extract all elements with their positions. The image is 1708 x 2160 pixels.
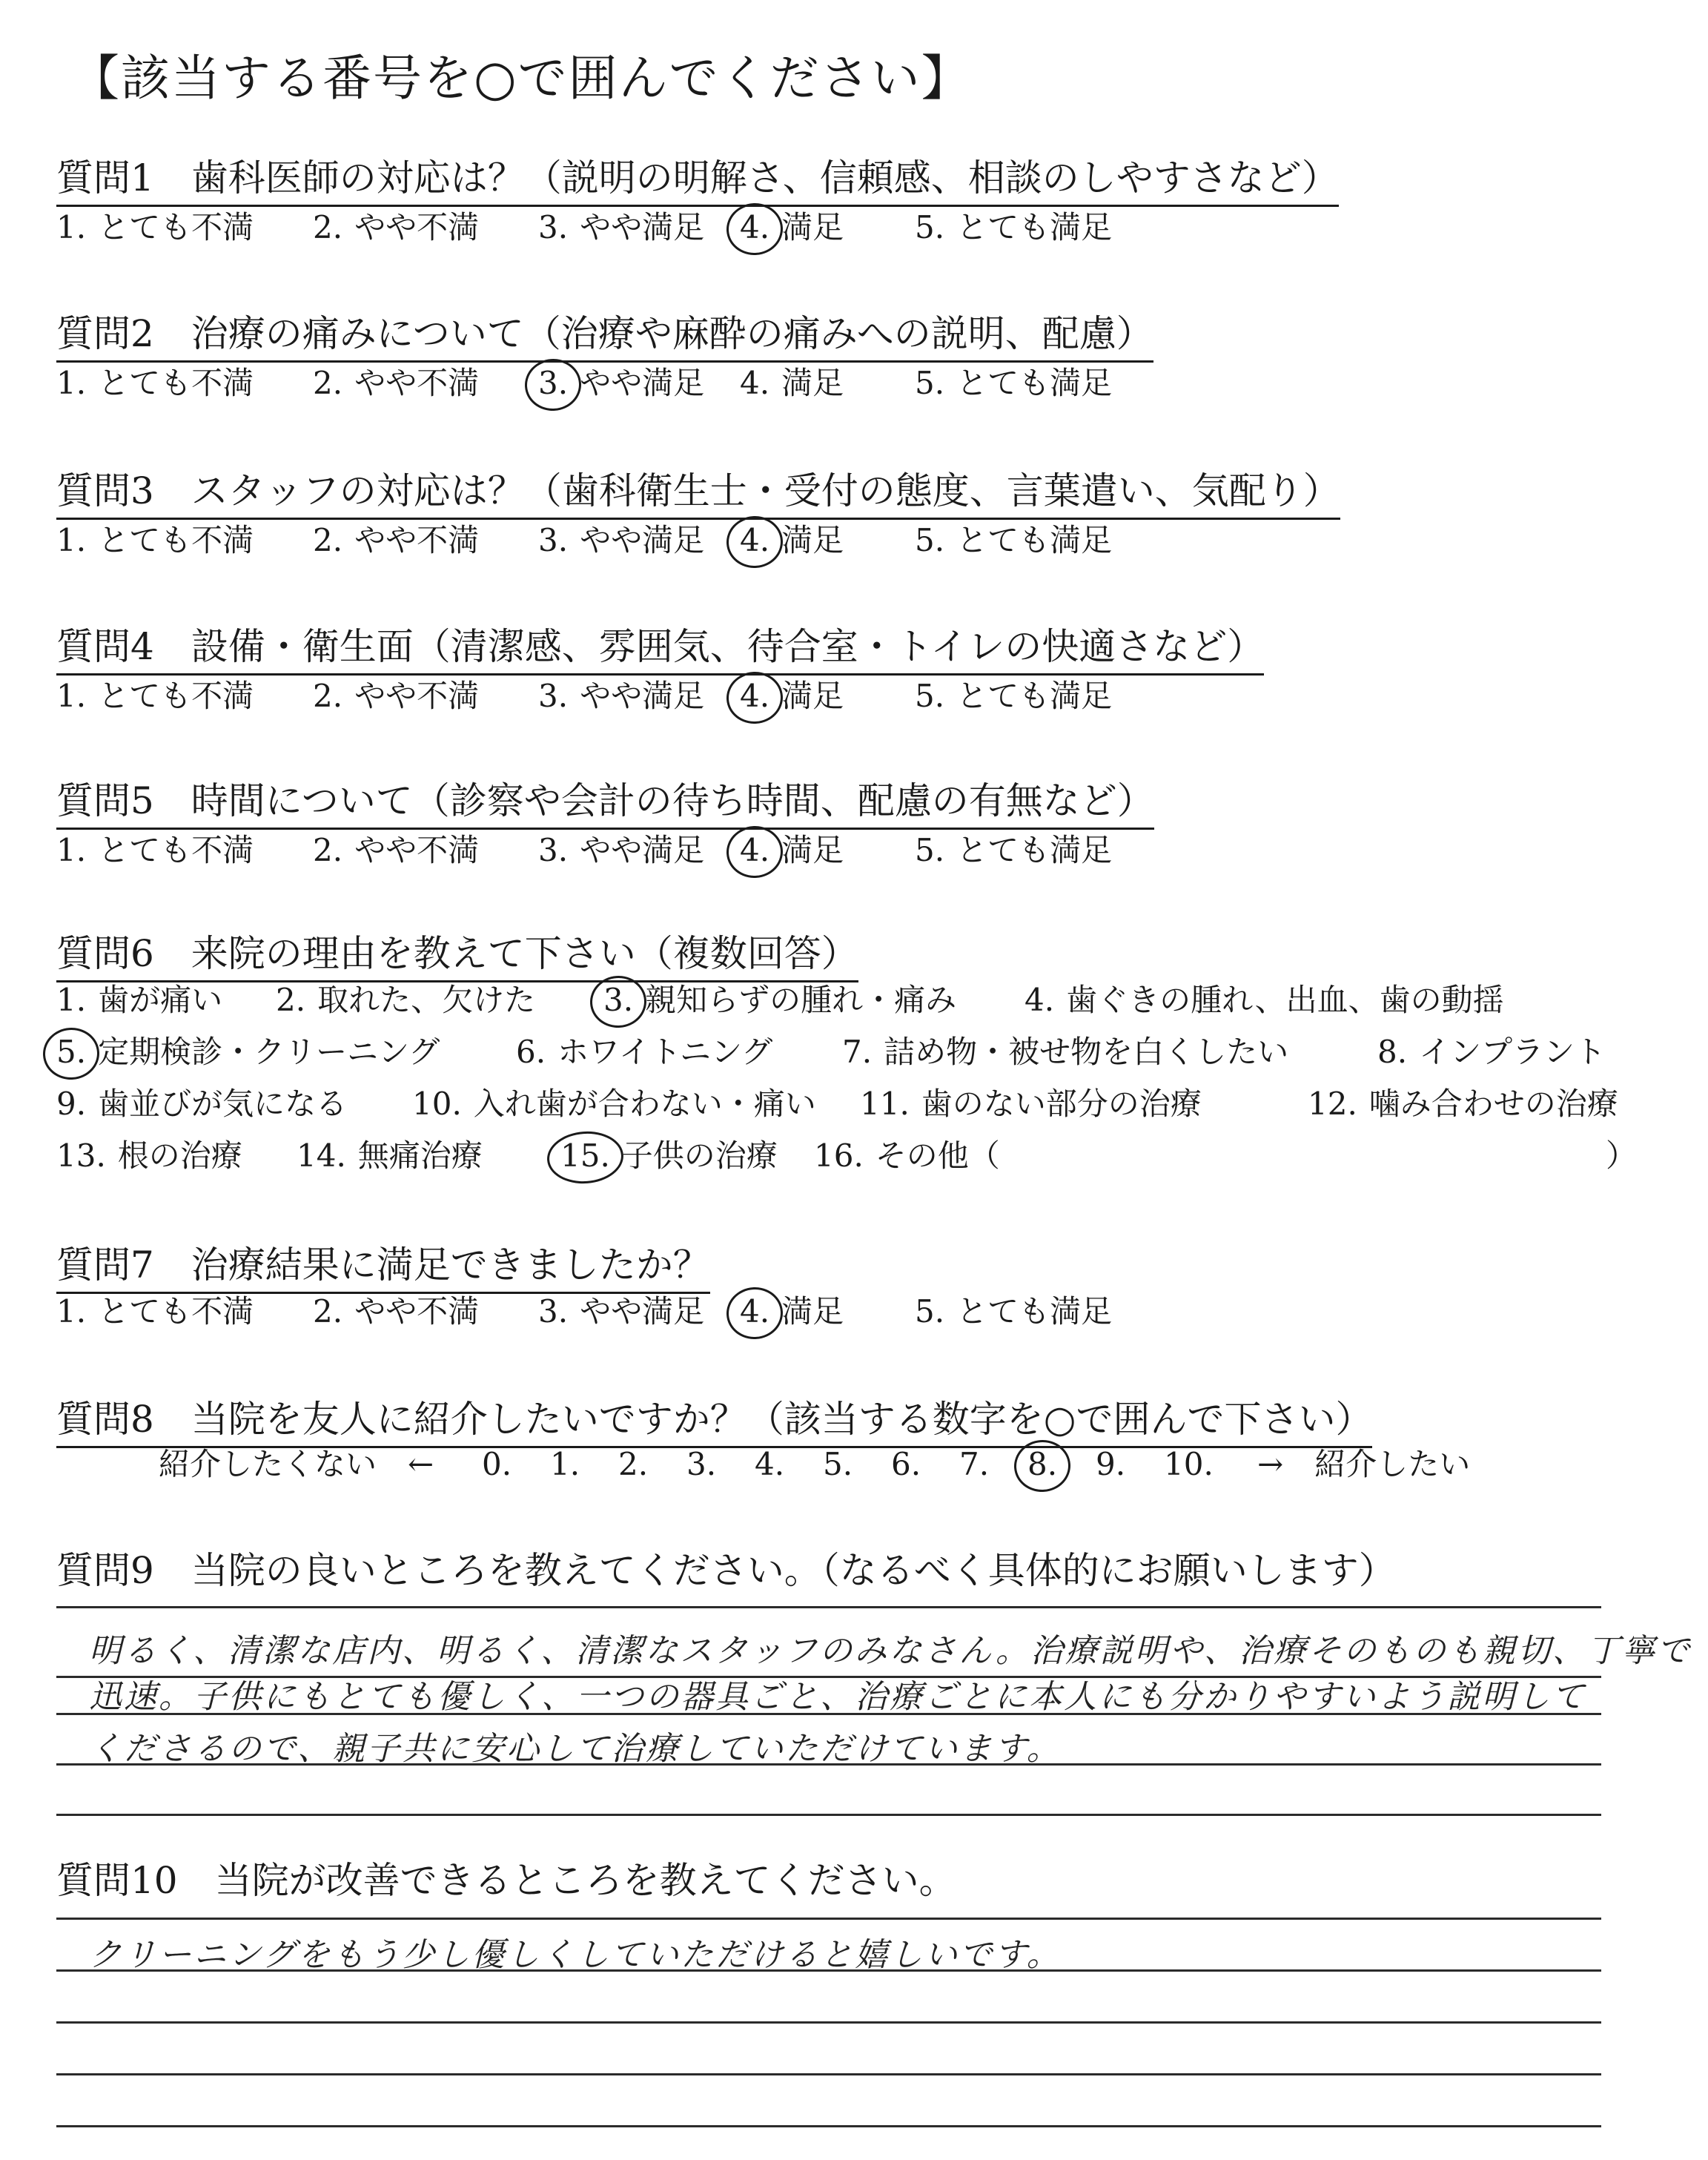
reason-option[interactable] [412, 1078, 816, 1130]
rating-option[interactable] [56, 515, 254, 567]
rating-option-label: とても満足 [956, 365, 1113, 401]
q6-other-paren-close: ） [1606, 1137, 1638, 1174]
reason-option[interactable] [860, 1078, 1202, 1130]
scale-value-number: 6. [891, 1446, 921, 1482]
q9-answer-line-3: くださるので、親子共に安心して治療していただけています。 [89, 1730, 1062, 1768]
scale-value[interactable] [1164, 1439, 1225, 1490]
rating-option-label: やや不満 [354, 1293, 480, 1330]
rating-option-number: 4. [740, 202, 769, 254]
rating-option-number: 5. [915, 1293, 945, 1330]
rating-option-number: 2. [313, 678, 343, 714]
rating-option[interactable] [915, 515, 1112, 567]
scale-value-number: 1. [550, 1446, 580, 1482]
rating-option-label: 満足 [781, 1293, 844, 1330]
reason-option-label: 歯並びが気になる [98, 1086, 348, 1122]
reason-option[interactable] [297, 1130, 483, 1182]
rating-option[interactable] [313, 515, 479, 567]
rating-option-number: 1. [56, 209, 87, 245]
rating-option-number: 2. [313, 209, 343, 245]
rating-option-label: やや不満 [354, 522, 480, 558]
rating-option-number: 5. [915, 678, 945, 714]
reason-option[interactable] [560, 1130, 778, 1182]
writing-line [56, 1763, 1601, 1766]
reason-option-number: 13. [56, 1137, 106, 1174]
rating-option[interactable] [915, 670, 1112, 722]
reason-option-label: 定期検診・クリーニング [98, 1034, 440, 1070]
reason-option-number: 11. [860, 1086, 910, 1122]
rating-option-number: 3. [538, 522, 569, 558]
rating-option-label: とても満足 [956, 1293, 1113, 1330]
scale-value[interactable] [891, 1439, 933, 1490]
reason-option[interactable] [56, 974, 222, 1026]
rating-option[interactable] [538, 825, 704, 876]
reason-option-number: 1. [56, 982, 87, 1018]
question-8-scale [56, 1439, 1613, 1490]
rating-option[interactable] [313, 825, 479, 876]
reason-option-label: その他（ [875, 1137, 1000, 1174]
rating-option[interactable] [740, 825, 844, 876]
question-1-options [56, 202, 1672, 254]
reason-option-number: 9. [56, 1086, 87, 1122]
rating-option-label: とても満足 [956, 678, 1113, 714]
scale-value-number: 8. [1027, 1439, 1057, 1490]
rating-option-label: やや満足 [580, 1293, 705, 1330]
scale-value[interactable] [482, 1439, 523, 1490]
reason-option-number: 2. [276, 982, 306, 1018]
rating-option[interactable] [313, 357, 479, 409]
reason-option-number: 12. [1308, 1086, 1357, 1122]
reason-option[interactable] [1025, 974, 1504, 1026]
writing-line [56, 2073, 1601, 2075]
rating-option-number: 4. [740, 825, 769, 876]
question-6-options-row-1 [56, 974, 1687, 1026]
rating-option-number: 1. [56, 678, 87, 714]
rating-option-number: 4. [740, 1286, 769, 1338]
reason-option-label: ホワイトニング [557, 1034, 773, 1070]
q9-answer-line-1: 明るく、清潔な店内、明るく、清潔なスタッフのみなさん。治療説明や、治療そのものも親切、丁寧で [89, 1632, 1692, 1670]
reason-option[interactable] [603, 974, 956, 1026]
question-9-heading: 質問9 当院の良いところを教えてください。（なるべく具体的にお願いします） [56, 1549, 1396, 1592]
scale-value[interactable] [959, 1439, 1001, 1490]
reason-option-number: 16. [814, 1137, 864, 1174]
rating-option-label: やや満足 [580, 365, 705, 401]
reason-option[interactable] [56, 1078, 347, 1130]
reason-option[interactable] [814, 1130, 1000, 1182]
scale-value-number: 9. [1096, 1446, 1126, 1482]
rating-option-label: やや満足 [580, 832, 705, 868]
scale-value-number: 7. [959, 1446, 990, 1482]
rating-option-number: 3. [538, 209, 569, 245]
reason-option-label: 詰め物・被せ物を白くしたい [884, 1034, 1289, 1070]
rating-option[interactable] [740, 515, 844, 567]
reason-option-label: 噛み合わせの治療 [1368, 1086, 1618, 1122]
rating-option-label: とても不満 [98, 678, 254, 714]
reason-option-number: 5. [56, 1026, 86, 1078]
reason-option[interactable] [56, 1130, 242, 1182]
question-6-options-row-4 [56, 1130, 1687, 1182]
rating-option-label: 満足 [781, 365, 844, 401]
scale-value-number: 3. [686, 1446, 717, 1482]
rating-option-label: とても不満 [98, 365, 254, 401]
question-3-options [56, 515, 1672, 567]
reason-option-label: 歯が痛い [98, 982, 223, 1018]
rating-option[interactable] [313, 202, 479, 254]
question-2-options [56, 357, 1672, 409]
reason-option-number: 10. [412, 1086, 462, 1122]
rating-option-label: 満足 [781, 522, 844, 558]
rating-option[interactable] [740, 1286, 844, 1338]
reason-option-number: 15. [560, 1130, 610, 1182]
q9-answer-line-2: 迅速。子供にもとても優しく、一つの器具ごと、治療ごとに本人にも分かりやすいよう説明して [89, 1678, 1587, 1716]
reason-option-label: 子供の治療 [621, 1137, 778, 1174]
reason-option[interactable] [1308, 1078, 1618, 1130]
rating-option-label: とても満足 [956, 209, 1113, 245]
rating-option-number: 2. [313, 1293, 343, 1330]
reason-option-label: インプラント [1419, 1034, 1606, 1070]
rating-option-label: やや不満 [354, 365, 480, 401]
rating-option[interactable] [56, 1286, 254, 1338]
reason-option-label: 歯のない部分の治療 [921, 1086, 1202, 1122]
question-3-heading: 質問3 スタッフの対応は？（歯科衛生士・受付の態度、言葉遣い、気配り） [56, 461, 1340, 520]
question-6-options-row-3 [56, 1078, 1687, 1130]
rating-option-number: 3. [538, 357, 568, 409]
rating-option[interactable] [915, 357, 1112, 409]
scale-value-number: 10. [1164, 1446, 1214, 1482]
rating-option-label: やや満足 [580, 209, 705, 245]
scale-value[interactable] [755, 1439, 796, 1490]
reason-option-label: 根の治療 [117, 1137, 242, 1174]
question-6-options-row-2 [56, 1026, 1687, 1078]
scale-value[interactable] [686, 1439, 728, 1490]
scale-right-label: → 紹介したい [1257, 1446, 1471, 1482]
rating-option-number: 5. [915, 522, 945, 558]
rating-option[interactable] [56, 357, 254, 409]
reason-option-number: 3. [603, 974, 633, 1026]
scale-value[interactable] [823, 1439, 864, 1490]
question-4-options [56, 670, 1672, 722]
writing-line [56, 1606, 1601, 1608]
rating-option-number: 5. [915, 209, 945, 245]
writing-line [56, 2125, 1601, 2127]
rating-option[interactable] [56, 202, 254, 254]
rating-option-label: 満足 [781, 678, 844, 714]
writing-line [56, 2021, 1601, 2024]
rating-option-number: 1. [56, 522, 87, 558]
rating-option-label: とても不満 [98, 522, 254, 558]
scale-value-number: 0. [482, 1446, 512, 1482]
rating-option-number: 2. [313, 522, 343, 558]
rating-option-label: 満足 [781, 832, 844, 868]
question-1-heading: 質問1 歯科医師の対応は？（説明の明解さ、信頼感、相談のしやすさなど） [56, 148, 1339, 207]
q10-answer-line-1: クリーニングをもう少し優しくしていただけると嬉しいです。 [89, 1936, 1062, 1974]
question-7-options [56, 1286, 1672, 1338]
rating-option-number: 1. [56, 1293, 87, 1330]
rating-option[interactable] [740, 670, 844, 722]
rating-option[interactable] [538, 670, 704, 722]
reason-option[interactable] [842, 1026, 1288, 1078]
reason-option-number: 7. [842, 1034, 873, 1070]
rating-option-number: 5. [915, 365, 945, 401]
question-4-heading: 質問4 設備・衛生面（清潔感、雰囲気、待合室・トイレの快適さなど） [56, 617, 1264, 676]
rating-option[interactable] [538, 1286, 704, 1338]
reason-option[interactable] [276, 974, 535, 1026]
rating-option[interactable] [56, 670, 254, 722]
question-5-heading: 質問5 時間について（診察や会計の待ち時間、配慮の有無など） [56, 771, 1154, 830]
rating-option-label: とても満足 [956, 522, 1113, 558]
reason-option[interactable] [516, 1026, 772, 1078]
scale-value[interactable] [1096, 1439, 1137, 1490]
question-6-heading: 質問6 来院の理由を教えて下さい（複数回答） [56, 924, 858, 982]
rating-option-number: 4. [740, 670, 769, 722]
reason-option-label: 取れた、欠けた [317, 982, 536, 1018]
scale-left-label: 紹介したくない ← [159, 1446, 434, 1482]
scale-value[interactable] [618, 1439, 660, 1490]
rating-option-number: 3. [538, 1293, 569, 1330]
rating-option[interactable] [740, 202, 844, 254]
reason-option[interactable] [56, 1026, 440, 1078]
rating-option-number: 2. [313, 365, 343, 401]
rating-option[interactable] [915, 825, 1112, 876]
question-5-options [56, 825, 1672, 876]
scale-value-number: 4. [755, 1446, 785, 1482]
rating-option[interactable] [538, 357, 704, 409]
rating-option-number: 4. [740, 515, 769, 567]
reason-option-label: 無痛治療 [357, 1137, 483, 1174]
scale-value-number: 5. [823, 1446, 853, 1482]
rating-option-label: とても不満 [98, 209, 254, 245]
rating-option-number: 3. [538, 832, 569, 868]
rating-option-label: やや満足 [580, 522, 705, 558]
reason-option-label: 歯ぐきの腫れ、出血、歯の動揺 [1066, 982, 1504, 1018]
rating-option-number: 2. [313, 832, 343, 868]
question-8-heading: 質問8 当院を友人に紹介したいですか？（該当する数字を○で囲んで下さい） [56, 1390, 1372, 1448]
question-7-heading: 質問7 治療結果に満足できましたか？ [56, 1235, 710, 1294]
reason-option-label: 親知らずの腫れ・痛み [645, 982, 957, 1018]
rating-option[interactable] [313, 1286, 479, 1338]
reason-option-number: 14. [297, 1137, 346, 1174]
rating-option[interactable] [915, 202, 1112, 254]
writing-line [56, 1814, 1601, 1816]
rating-option[interactable] [538, 515, 704, 567]
rating-option-label: やや不満 [354, 832, 480, 868]
rating-option-label: やや満足 [580, 678, 705, 714]
reason-option-label: 入れ歯が合わない・痛い [473, 1086, 816, 1122]
rating-option-label: 満足 [781, 209, 844, 245]
rating-option[interactable] [740, 357, 844, 409]
reason-option-number: 4. [1025, 982, 1055, 1018]
rating-option[interactable] [56, 825, 254, 876]
scale-value[interactable] [550, 1439, 592, 1490]
rating-option[interactable] [313, 670, 479, 722]
writing-line [56, 1969, 1601, 1972]
rating-option-label: とても満足 [956, 832, 1113, 868]
rating-option-label: とても不満 [98, 1293, 254, 1330]
question-10-heading: 質問10 当院が改善できるところを教えてください。 [56, 1859, 956, 1902]
writing-line [56, 1918, 1601, 1920]
rating-option[interactable] [915, 1286, 1112, 1338]
rating-option-label: とても不満 [98, 832, 254, 868]
reason-option-number: 6. [516, 1034, 546, 1070]
rating-option-label: やや不満 [354, 678, 480, 714]
rating-option-number: 4. [740, 365, 770, 401]
rating-option[interactable] [538, 202, 704, 254]
rating-option-label: やや不満 [354, 209, 480, 245]
rating-option-number: 1. [56, 365, 87, 401]
rating-option-number: 3. [538, 678, 569, 714]
scale-value-number: 2. [618, 1446, 649, 1482]
page-title: 【該当する番号を○で囲んでください】 [70, 50, 972, 107]
rating-option-number: 1. [56, 832, 87, 868]
question-2-heading: 質問2 治療の痛みについて（治療や麻酔の痛みへの説明、配慮） [56, 304, 1153, 363]
reason-option-number: 8. [1377, 1034, 1408, 1070]
rating-option-number: 5. [915, 832, 945, 868]
writing-line [56, 1713, 1601, 1715]
reason-option[interactable] [1377, 1026, 1606, 1078]
scale-value[interactable] [1027, 1439, 1069, 1490]
